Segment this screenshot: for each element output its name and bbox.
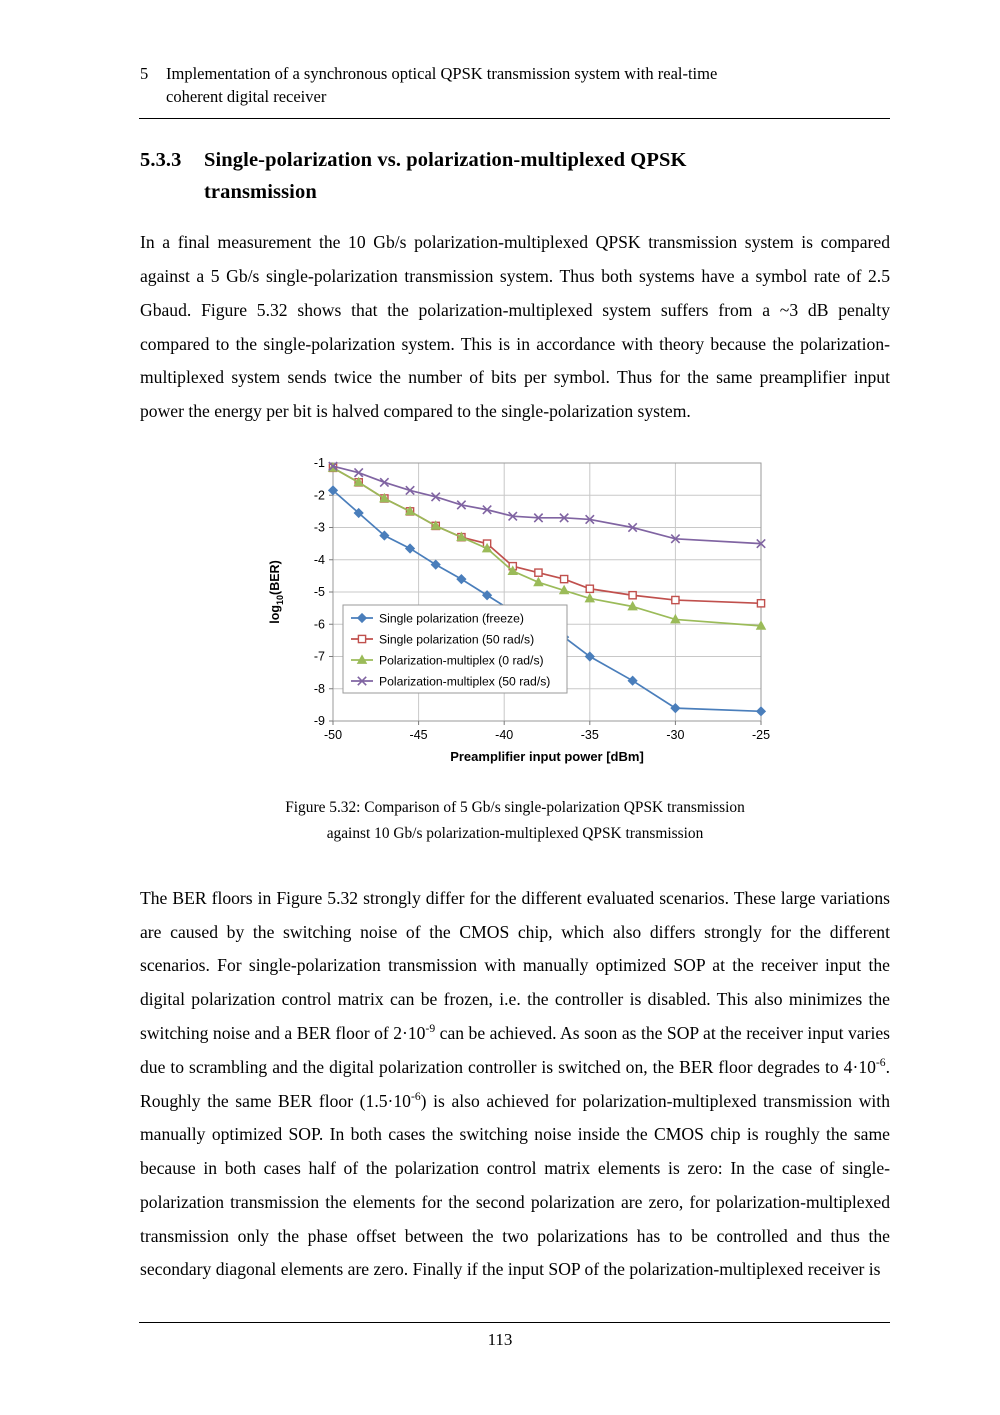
- y-tick-label: -1: [313, 455, 325, 470]
- x-tick-label: -50: [323, 727, 343, 742]
- ber-chart: [255, 449, 775, 779]
- chapter-number: 5: [140, 64, 149, 83]
- section-heading: [140, 145, 888, 209]
- paragraph-discussion: [140, 882, 890, 1287]
- section-title-line1: Single-polarization vs. polarization-multiplexed QPSK: [204, 148, 687, 171]
- data-marker: [629, 592, 636, 599]
- x-tick-label: -30: [666, 727, 685, 742]
- square-marker: [358, 635, 365, 642]
- discussion-sup1: -9: [425, 1022, 436, 1036]
- x-tick-label: -40: [495, 727, 514, 742]
- discussion-sup2: -6: [875, 1055, 886, 1069]
- y-tick-label: -5: [313, 584, 325, 599]
- legend-label: Polarization-multiplex (50 rad/s): [379, 674, 551, 689]
- y-tick-label: -3: [313, 520, 325, 535]
- discussion-part1: The BER floors in Figure 5.32 strongly differ for the different evaluated scenarios. These large variations are caused by the switching noise of the CMOS chip, which also differs strongly for the different scenarios. For single-polarization transmission with manually optimized SOP at the receiver input the digital polarization control matrix can be frozen, i.e. the controller is disabled. This also minimizes the switching noise and a BER floor of 2·10: [140, 887, 890, 1043]
- legend-label: Single polarization (freeze): [379, 611, 524, 626]
- legend-label: Polarization-multiplex (0 rad/s): [379, 653, 544, 668]
- data-marker: [586, 585, 593, 592]
- data-marker: [757, 600, 764, 607]
- square-marker: [629, 592, 636, 599]
- y-tick-label: -6: [313, 617, 325, 632]
- discussion-part3: . Roughly the same BER floor (1.5·10: [140, 1056, 890, 1111]
- square-marker: [586, 585, 593, 592]
- square-marker: [535, 569, 542, 576]
- y-axis-title: $\log_{10}(BER)$: [268, 560, 285, 624]
- square-marker: [757, 600, 764, 607]
- square-marker: [672, 596, 679, 603]
- footer-rule: [139, 1322, 890, 1323]
- chart-container: [255, 449, 775, 779]
- figure-caption-line1: Figure 5.32: Comparison of 5 Gb/s single-polarization QPSK transmission: [285, 798, 745, 816]
- discussion-part2: can be achieved. As soon as the SOP at the receiver input varies due to scrambling and the digital polarization controller is switched on, the BER floor degrades to 4·10: [140, 1023, 890, 1077]
- paragraph-intro: In a final measurement the 10 Gb/s polarization-multiplexed QPSK transmission system is compared against a 5 Gb/s single-polarization transmission system. Thus both systems have a symbol rate of 2.5 Gbaud. Figure 5.32 shows that the polarization-multiplexed system suffers from a ~3 dB penalty compared to the single-polarization system. This is in accordance with theory because the polarization-multiplexed system sends twice the number of bits per symbol. Thus for the same preamplifier input power the energy per bit is halved compared to the single-polarization system.: [140, 232, 890, 422]
- y-tick-label: -9: [313, 713, 325, 728]
- data-marker: [561, 575, 568, 582]
- y-tick-label: -2: [313, 488, 325, 503]
- data-marker: [672, 596, 679, 603]
- section-title-line2: transmission: [204, 180, 317, 203]
- figure-caption: [140, 795, 890, 848]
- x-tick-label: -25: [751, 727, 771, 742]
- data-marker: [358, 635, 365, 642]
- y-tick-label: -8: [313, 681, 325, 696]
- running-head: [140, 62, 888, 109]
- y-tick-label: -4: [313, 552, 325, 567]
- y-tick-label: -7: [313, 649, 325, 664]
- running-head-text1: Implementation of a synchronous optical QPSK transmission system with real-time: [166, 64, 718, 83]
- header-rule: [139, 118, 890, 119]
- discussion-sup3: -6: [410, 1089, 421, 1103]
- y-axis-title-rest: (BER): [268, 560, 282, 595]
- legend-label: Single polarization (50 rad/s): [379, 632, 535, 647]
- x-axis-title: Preamplifier input power [dBm]: [450, 748, 644, 764]
- x-tick-label: -45: [409, 727, 428, 742]
- figure-caption-line2: against 10 Gb/s polarization-multiplexed QPSK transmission: [326, 825, 704, 843]
- page-number: 113: [487, 1330, 513, 1349]
- square-marker: [561, 575, 568, 582]
- section-number: 5.3.3: [140, 148, 182, 171]
- discussion-part4: ) is also achieved for polarization-multiplexed transmission with manually optimized SOP. In both cases the switching noise inside the CMOS chip is roughly the same because in both cases half of the polarization control matrix elements is zero: In the case of single-polarization transmission the elements for the second polarization are zero, for polarization-multiplexed transmission only the phase offset between the two polarizations has to be controlled and thus the secondary diagonal elements are zero. Finally if the input SOP of the polarization-multiplexed receiver is: [140, 1090, 890, 1280]
- figure-5-32: [140, 449, 890, 848]
- y-axis-title-sub: 10: [275, 594, 285, 605]
- x-tick-label: -35: [580, 727, 599, 742]
- running-head-line1: [140, 62, 888, 85]
- data-marker: [535, 569, 542, 576]
- running-head-line2: coherent digital receiver: [166, 87, 327, 107]
